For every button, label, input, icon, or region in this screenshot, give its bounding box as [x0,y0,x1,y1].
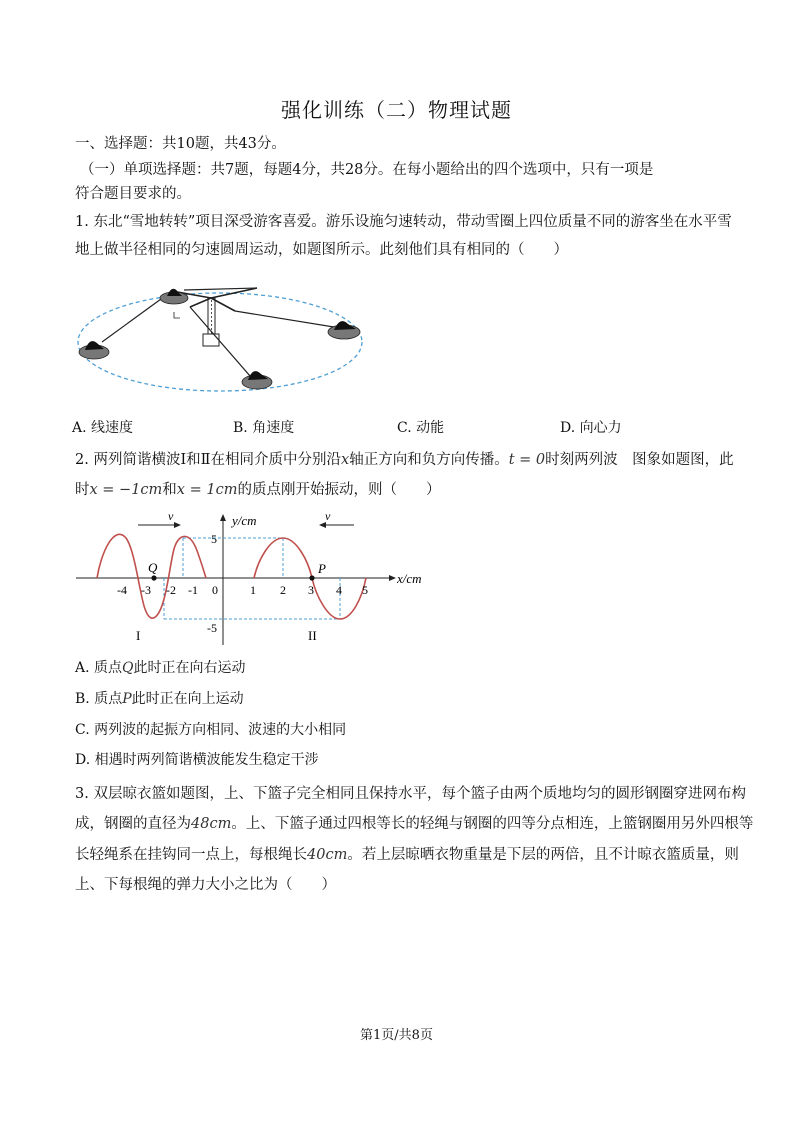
amp-neg-label: -5 [207,621,217,635]
q2-var-x1: x = −1cm [89,482,163,498]
point-q [151,575,156,580]
tick-neg1: -1 [188,583,198,597]
q2-text-b: 轴正方向和负方向传播。 [349,452,509,468]
tick-4: 4 [336,583,342,597]
subsection-heading-line1: （一）单项选择题：共7题，每题4分，共28分。在每小题给出的四个选项中，只有一项是 [80,162,654,178]
amp-pos-label: 5 [211,532,217,546]
v-label-left: v [168,509,174,523]
q1-option-d: D. 向心力 [560,420,622,436]
q3-text-a: 成，钢圈的直径为 [75,816,191,832]
rider-tube-left [79,341,109,359]
q2-var-t: t = 0 [508,452,546,468]
q2-option-a-text2: 此时正在向右运动 [133,660,246,676]
q2-text-a: 2. 两列简谐横波Ⅰ和Ⅱ在相同介质中分别沿 [75,452,342,468]
q3-text-c: 长轻绳系在挂钩同一点上，每根绳长 [75,847,307,863]
rider-tube-bottom [242,371,272,389]
tick-3: 3 [308,583,314,597]
tick-5: 5 [362,583,368,597]
q2-stem-line2 [75,480,440,500]
tick-neg2: -2 [166,583,176,597]
point-p [309,575,314,580]
q2-option-a-var: Q [122,660,134,676]
subsection-heading-line2: 符合题目要求的。 [75,186,191,202]
x-axis-label: x/cm [397,571,422,586]
x-tick-labels [117,583,368,597]
label-p: P [318,561,326,576]
q2-option-b-text2: 此时正在向上运动 [131,691,244,707]
q3-stem-line2 [75,814,753,834]
wave-i-curve [97,534,206,618]
v-label-right: v [325,509,331,523]
q3-text-d: 。若上层晾晒衣物重量是下层的两倍，且不计晾衣篮质量，则 [347,847,739,863]
tick-1: 1 [250,583,256,597]
q2-text-f: 的质点刚开始振动，则（ ） [237,482,441,498]
q2-text-d: 时 [75,482,90,498]
q2-option-d: D. 相遇时两列简谐横波能发生稳定干涉 [75,752,319,768]
q3-stem-line4: 上、下每根绳的弹力大小之比为（ ） [75,877,336,893]
q1-option-b: B. 角速度 [233,420,295,436]
q2-var-x2: x = 1cm [176,482,238,498]
q1-stem-line2: 地上做半径相同的匀速圆周运动，如题图所示。此刻他们具有相同的（ ） [75,242,568,258]
pole-base [203,334,219,346]
q1-option-a: A. 线速度 [72,420,134,436]
tick-neg3: -3 [141,583,151,597]
tick-neg4: -4 [117,583,127,597]
wave-ii-label: II [308,628,317,643]
q1-stem-line1: 1. 东北“雪地转转”项目深受游客喜爱。游乐设施匀速转动，带动雪圈上四位质量不同的游客坐在水平雪 [75,214,732,230]
q2-stem-line1 [75,450,734,470]
q3-stem-line1: 3. 双层晾衣篮如题图，上、下篮子完全相同且保持水平，每个篮子由两个质地均匀的圆形钢圈穿进网布构 [75,786,746,802]
y-axis-label: y/cm [232,513,257,528]
q2-option-b-text1: B. 质点 [75,691,123,707]
q2-option-b [75,689,244,709]
q3-diameter: 48cm [191,816,232,832]
q1-option-c: C. 动能 [397,420,445,436]
section-heading: 一、选择题：共10题，共43分。 [75,136,286,152]
q3-rope-length: 40cm [307,847,348,863]
q1-figure-snow-carousel [72,278,372,398]
q2-var-x: x [341,452,350,468]
wave-i-label: I [136,628,141,643]
q3-stem-line3 [75,845,739,865]
tick-0: 0 [212,583,218,597]
q2-option-c: C. 两列波的起振方向相同、波速的大小相同 [75,722,347,738]
q2-text-c: 时刻两列波 图象如题图，此 [545,452,734,468]
rider-tube-right [328,321,360,339]
q2-option-b-var: P [122,691,132,707]
q2-option-a-text1: A. 质点 [75,660,123,676]
q2-figure-wave-graph [70,506,440,648]
q2-text-e: 和 [162,482,177,498]
tick-2: 2 [280,583,286,597]
label-q: Q [148,560,158,575]
q3-text-b: 。上、下篮子通过四根等长的轻绳与钢圈的四等分点相连，上篮钢圈用另外四根等 [231,816,754,832]
q2-option-a [75,658,246,678]
page-footer: 第1页/共8页 [360,1028,433,1043]
page-title: 强化训练（二）物理试题 [281,98,512,122]
rider-tube-top [160,289,188,304]
